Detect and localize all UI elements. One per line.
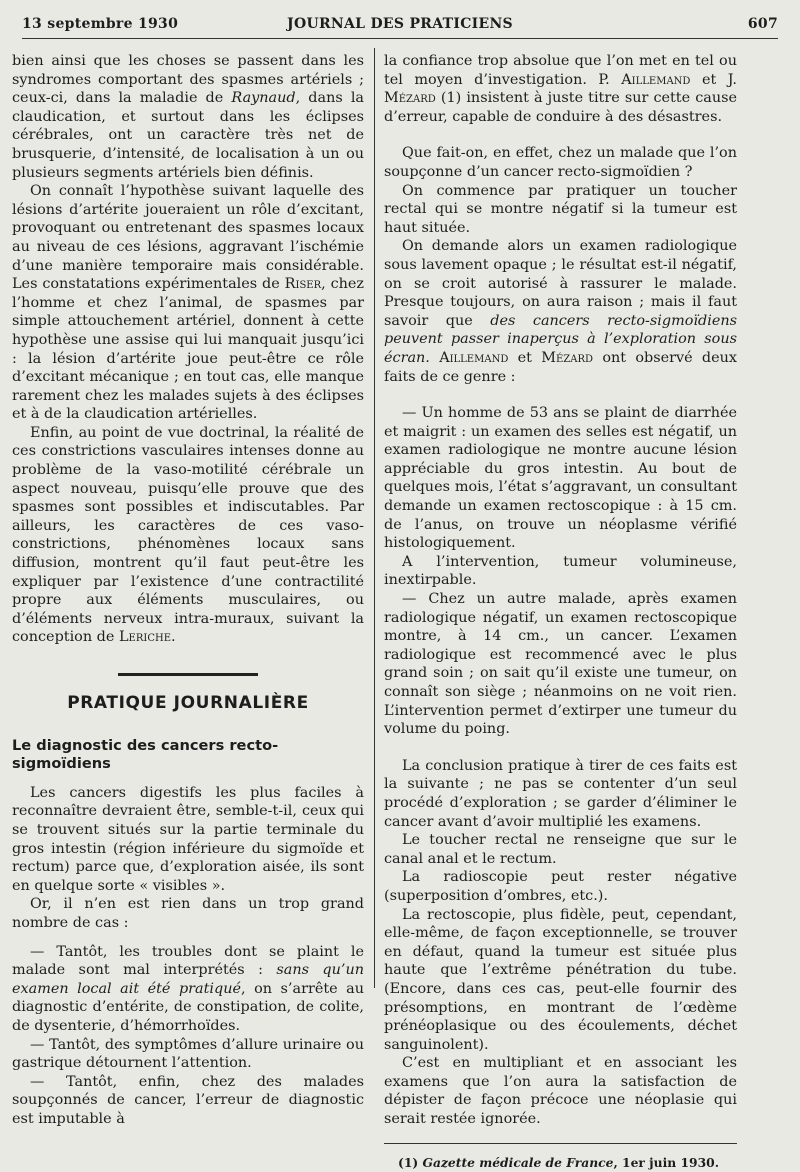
paragraph: On commence par pratiquer un toucher rectal qui se montre négatif si la tumeur est haut située. xyxy=(384,182,737,236)
paragraph: On demande alors un examen radiologique sous lavement opaque ; le résultat est-il négatif, on se croit autorisé à rassurer le malade. Presque toujours, on aura raison ; mais il faut savoir que des cancers recto-sigmoïdiens peuvent passer inaperçus à l’exploration sous écran. Aillemand et Mézard ont observé deux faits de ce genre : xyxy=(384,238,738,385)
section-separator xyxy=(118,673,258,676)
paragraph: La rectoscopie, plus fidèle, peut, cependant, elle-même, de façon exceptionnelle, se trouver en défaut, quand la tumeur est située plus haute que l’extrême pénétration du tube. (Encore, dans ces cas, peut-elle fournir des présomptions, en montrant de l’œdème prénéoplasique ou des écoulements, déchet sanguinolent). xyxy=(384,906,737,1053)
article-title: Le diagnostic des cancers recto-sigmoïdiens xyxy=(12,736,279,773)
column-divider xyxy=(374,48,375,988)
footnote: (1) Gazette médicale de France, 1er juin 1930. xyxy=(398,1154,719,1170)
left-column xyxy=(12,52,365,1127)
paragraph: C’est en multipliant et en associant les examens que l’on aura la satisfaction de dépister de façon précoce une néoplasie qui serait restée ignorée. xyxy=(384,1055,737,1128)
name-leriche: Leriche xyxy=(118,629,171,646)
paragraph: — Chez un autre malade, après examen radiologique négatif, un examen rectoscopique montre, à 14 cm., un cancer. L’examen radiologique est recommencé avec le plus grand soin ; on sait qu’il existe une tumeur, on connaît son siège ; néanmoins on ne voit rien. L’intervention permet d’extirper une tumeur du volume du poing. xyxy=(384,591,737,738)
paragraph: — Tantôt, enfin, chez des malades soupçonnés de cancer, l’erreur de diagnostic est imputable à xyxy=(12,1073,364,1127)
paragraph: Le toucher rectal ne renseigne que sur le canal anal et le rectum. xyxy=(384,832,737,867)
page-number: 607 xyxy=(747,16,778,32)
paragraph: On connaît l’hypothèse suivant laquelle des lésions d’artérite joueraient un rôle d’excitant, provoquant ou entretenant des spasmes locaux au niveau de ces lésions, aggravant l’ischémie d’une manière temporaire mais considérable. Les constatations expérimentales de Riser, chez l’homme et chez l’animal, de spasmes par simple attouchement artériel, donnent à cette hypothèse une assise qui lui manquait jusqu’ici : la lésion d’artérite joue peut-être ce rôle d’excitant mécanique ; en tout cas, elle manque rarement chez les malades sujets à des éclipses et à de la claudication artérielles. xyxy=(12,183,365,423)
paragraph: bien ainsi que les choses se passent dans les syndromes comportant des spasmes artériels ; ceux-ci, dans la maladie de Raynaud, dans la claudication, et surtout dans les éclipses cérébrales, ont un caractère très net de brusquerie, d’intensité, de localisation à un ou plusieurs segments artériels bien définis. xyxy=(12,53,365,181)
name-raynaud: Raynaud xyxy=(231,90,296,107)
paragraph: — Un homme de 53 ans se plaint de diarrhée et maigrit : un examen des selles est négatif, un examen radiologique ne montre aucune lésion appréciable du gros intestin. Au bout de quelques mois, l’état s’aggravant, un consultant demande un examen rectoscopique : à 15 cm. de l’anus, on trouve un néoplasme vérifié histologiquement. xyxy=(384,405,737,552)
section-title: PRATIQUE JOURNALIÈRE xyxy=(67,693,309,713)
name-mezard: Mézard xyxy=(384,90,436,107)
paragraph: — Tantôt, les troubles dont se plaint le malade sont mal interprétés : sans qu’un examen local ait été pratiqué, on s’arrête au diagnostic d’entérite, de constipation, de colite, de dysenterie, d’hémorrhoïdes. xyxy=(12,943,364,1034)
journal-title: JOURNAL DES PRATICIENS xyxy=(287,16,513,32)
running-header xyxy=(22,14,778,36)
paragraph: — Tantôt, des symptômes d’allure urinaire ou gastrique détournent l’attention. xyxy=(12,1036,364,1072)
name-riser: Riser xyxy=(284,276,322,293)
paragraph: Enfin, au point de vue doctrinal, la réalité de ces constrictions vasculaires intenses donne au problème de la vaso-motilité cérébrale un aspect nouveau, puisqu’elle prouve que des spasmes sont possibles et indiscutables. Par ailleurs, les caractères de ces vaso-constrictions, phénomènes locaux sans diffusion, montrent qu’il faut peut-être les expliquer par l’existence d’une contractilité propre aux éléments musculaires, ou d’éléments nerveux intra-muraux, suivant la conception de Leriche. xyxy=(12,424,364,646)
paragraph: A l’intervention, tumeur volumineuse, inextirpable. xyxy=(384,553,737,589)
paragraph: Or, il n’en est rien dans un trop grand nombre de cas : xyxy=(12,896,364,931)
paragraph: La conclusion pratique à tirer de ces faits est la suivante ; ne pas se contenter d’un seul procédé d’exploration ; se garder d’éliminer le cancer avant d’avoir multiplié les examens. xyxy=(384,757,737,830)
header-date: 13 septembre 1930 xyxy=(22,16,179,32)
name-aillemand: Aillemand xyxy=(621,71,691,88)
footnote-rule xyxy=(384,1143,737,1144)
paragraph: Les cancers digestifs les plus faciles à reconnaître devraient être, semble-t-il, ceux qui se trouvent situés sur la partie terminale du gros intestin (région inférieure du sigmoïde et rectum) parce que, d’exploration aisée, ils sont en quelque sorte « visibles ». xyxy=(12,784,364,894)
paragraph: Que fait-on, en effet, chez un malade que l’on soupçonne d’un cancer recto-sigmoïdien ? xyxy=(384,145,737,180)
right-column xyxy=(384,52,738,1170)
header-rule xyxy=(22,38,778,39)
paragraph: La radioscopie peut rester négative (superposition d’ombres, etc.). xyxy=(384,869,737,904)
paragraph: la confiance trop absolue que l’on met en tel ou tel moyen d’investigation. P. Aillemand et J. Mézard (1) insistent à juste titre sur cette cause d’erreur, capable de conduire à des désastres. xyxy=(384,53,737,125)
